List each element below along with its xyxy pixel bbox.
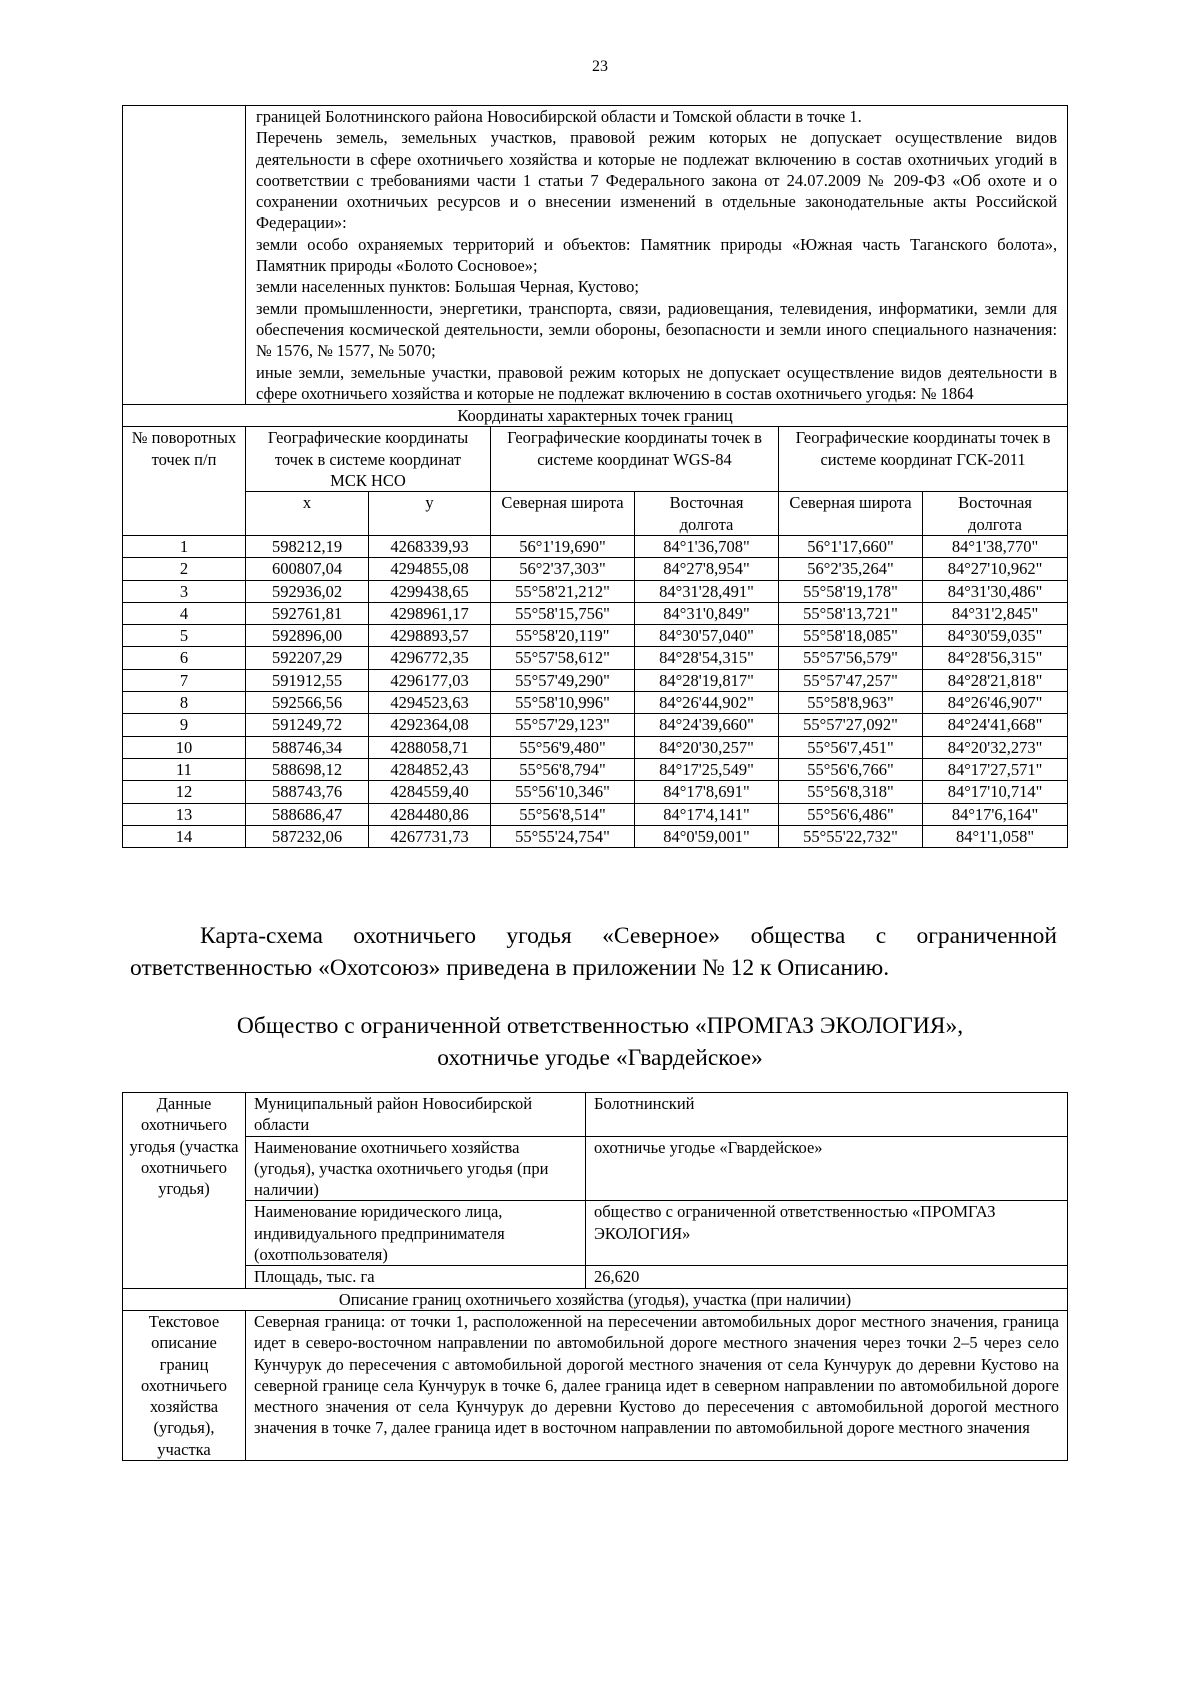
coords-title: Координаты характерных точек границ	[123, 405, 1068, 427]
wgs-lon: 84°26'44,902"	[635, 692, 779, 714]
msk-x: 588686,47	[246, 803, 369, 825]
msk-x: 592207,29	[246, 647, 369, 669]
gsk-lon: 84°1'38,770"	[923, 535, 1068, 557]
wgs-lat: 56°1'19,690"	[491, 535, 635, 557]
wgs-lon: 84°17'8,691"	[635, 781, 779, 803]
wgs-lon: 84°31'0,849"	[635, 602, 779, 624]
msk-x: 588746,34	[246, 736, 369, 758]
wgs-lat: 55°58'21,212"	[491, 580, 635, 602]
point-number: 12	[123, 781, 246, 803]
wgs-lon: 84°30'57,040"	[635, 625, 779, 647]
msk-y: 4267731,73	[369, 825, 491, 847]
msk-y: 4299438,65	[369, 580, 491, 602]
header-x: x	[246, 492, 369, 536]
msk-y: 4288058,71	[369, 736, 491, 758]
header-gsk-lat: Северная широта	[779, 492, 923, 536]
gsk-lon: 84°28'21,818"	[923, 669, 1068, 691]
wgs-lat: 55°57'29,123"	[491, 714, 635, 736]
point-number: 7	[123, 669, 246, 691]
wgs-lon: 84°17'25,549"	[635, 758, 779, 780]
row-label: Площадь, тыс. га	[246, 1266, 586, 1288]
coordinate-row	[123, 825, 1068, 847]
gsk-lon: 84°17'10,714"	[923, 781, 1068, 803]
row-value: 26,620	[586, 1266, 1068, 1288]
wgs-lat: 55°56'8,794"	[491, 758, 635, 780]
header-msk: Географические координаты точек в системе координат МСК НСО	[246, 427, 491, 492]
msk-x: 587232,06	[246, 825, 369, 847]
gsk-lat: 55°57'56,579"	[779, 647, 923, 669]
msk-x: 600807,04	[246, 558, 369, 580]
wgs-lat: 55°57'49,290"	[491, 669, 635, 691]
msk-x: 592936,02	[246, 580, 369, 602]
text-label: Текстовое описание границ охотничьего хозяйства (угодья), участка	[123, 1310, 246, 1460]
header-wgs-lon: Восточная долгота	[635, 492, 779, 536]
msk-y: 4284559,40	[369, 781, 491, 803]
gsk-lon: 84°30'59,035"	[923, 625, 1068, 647]
msk-x: 592566,56	[246, 692, 369, 714]
gsk-lon: 84°31'2,845"	[923, 602, 1068, 624]
msk-y: 4284480,86	[369, 803, 491, 825]
wgs-lon: 84°17'4,141"	[635, 803, 779, 825]
point-number: 9	[123, 714, 246, 736]
gsk-lon: 84°26'46,907"	[923, 692, 1068, 714]
header-gsk-lon: Восточная долгота	[923, 492, 1068, 536]
section-title-line2: охотничье угодье «Гвардейское»	[437, 1045, 763, 1071]
gsk-lon: 84°27'10,962"	[923, 558, 1068, 580]
boundaries-title: Описание границ охотничьего хозяйства (угодья), участка (при наличии)	[123, 1288, 1068, 1310]
paragraph: земли промышленности, энергетики, транспорта, связи, радиовещания, телевидения, информатики, земли для обеспечения космической деятельности, земли обороны, безопасности и земли иного специального назначения: № 1576, № 1577, № 5070;	[256, 298, 1058, 361]
wgs-lat: 55°58'20,119"	[491, 625, 635, 647]
hunting-ground-table	[122, 1092, 1068, 1461]
msk-y: 4284852,43	[369, 758, 491, 780]
section-title-line1: Общество с ограниченной ответственностью «ПРОМГАЗ ЭКОЛОГИЯ»,	[236, 1013, 964, 1039]
coordinate-row	[123, 714, 1068, 736]
empty-cell	[123, 106, 246, 405]
restricted-lands-text	[246, 106, 1068, 405]
point-number: 8	[123, 692, 246, 714]
msk-x: 591249,72	[246, 714, 369, 736]
msk-x: 591912,55	[246, 669, 369, 691]
header-wgs: Географические координаты точек в системе координат WGS-84	[491, 427, 779, 492]
coordinate-row	[123, 647, 1068, 669]
gsk-lat: 55°58'8,963"	[779, 692, 923, 714]
gsk-lon: 84°1'1,058"	[923, 825, 1068, 847]
row-value: охотничье угодье «Гвардейское»	[586, 1136, 1068, 1201]
wgs-lon: 84°24'39,660"	[635, 714, 779, 736]
point-number: 11	[123, 758, 246, 780]
wgs-lon: 84°31'28,491"	[635, 580, 779, 602]
point-number: 1	[123, 535, 246, 557]
point-number: 13	[123, 803, 246, 825]
coordinate-row	[123, 758, 1068, 780]
boundary-coordinates-table	[122, 105, 1068, 848]
gsk-lat: 56°2'35,264"	[779, 558, 923, 580]
point-number: 14	[123, 825, 246, 847]
gsk-lat: 55°58'19,178"	[779, 580, 923, 602]
gsk-lat: 55°58'13,721"	[779, 602, 923, 624]
msk-y: 4296772,35	[369, 647, 491, 669]
gsk-lon: 84°24'41,668"	[923, 714, 1068, 736]
wgs-lon: 84°28'19,817"	[635, 669, 779, 691]
gsk-lat: 55°57'47,257"	[779, 669, 923, 691]
coordinate-row	[123, 558, 1068, 580]
msk-x: 592761,81	[246, 602, 369, 624]
row-label: Наименование юридического лица, индивидуального предпринимателя (охотпользователя)	[246, 1201, 586, 1266]
row-label: Наименование охотничьего хозяйства (угодья), участка охотничьего угодья (при наличии)	[246, 1136, 586, 1201]
wgs-lon: 84°27'8,954"	[635, 558, 779, 580]
paragraph: Перечень земель, земельных участков, правовой режим которых не допускает осуществление видов деятельности в сфере охотничьего хозяйства и которые не подлежат включению в состав охотничьих угодий в соответствии с требованиями части 1 статьи 7 Федерального закона от 24.07.2009 № 209-ФЗ «Об охоте и о сохранении охотничьих ресурсов и о внесении изменений в отдельные законодательные акты Российской Федерации»:	[256, 128, 1058, 233]
wgs-lon: 84°28'54,315"	[635, 647, 779, 669]
row-value: Болотнинский	[586, 1093, 1068, 1137]
gsk-lat: 55°56'8,318"	[779, 781, 923, 803]
wgs-lat: 56°2'37,303"	[491, 558, 635, 580]
text-value: Северная граница: от точки 1, расположенной на пересечении автомобильных дорог местного значения, граница идет в северо-восточном направлении по автомобильной дороге местного значения через точки 2–5 через село Кунчурук до пересечения с автомобильной дорогой местного значения от села Кунчурук до деревни Кустово на северной границе села Кунчурук в точке 6, далее граница идет в северном направлении по автомобильной дороге местного значения от села Кунчурук до деревни Кустово до пересечения с автомобильной дорогой местного значения в точке 7, далее граница идет в восточном направлении по автомобильной дороге местного значения	[246, 1310, 1068, 1460]
msk-y: 4294855,08	[369, 558, 491, 580]
coordinate-row	[123, 602, 1068, 624]
wgs-lon: 84°0'59,001"	[635, 825, 779, 847]
point-number: 10	[123, 736, 246, 758]
header-gsk: Географические координаты точек в системе координат ГСК-2011	[779, 427, 1068, 492]
wgs-lat: 55°57'58,612"	[491, 647, 635, 669]
coordinate-row	[123, 781, 1068, 803]
wgs-lon: 84°1'36,708"	[635, 535, 779, 557]
paragraph: иные земли, земельные участки, правовой режим которых не допускает осуществление видов деятельности в сфере охотничьего хозяйства и которые не подлежат включению в состав охотничьего угодья: № 1864	[256, 362, 1058, 403]
wgs-lat: 55°58'10,996"	[491, 692, 635, 714]
point-number: 3	[123, 580, 246, 602]
paragraph: земли населенных пунктов: Большая Черная, Кустово;	[256, 277, 639, 297]
msk-y: 4298961,17	[369, 602, 491, 624]
gsk-lat: 55°56'6,486"	[779, 803, 923, 825]
wgs-lat: 55°56'10,346"	[491, 781, 635, 803]
point-number: 5	[123, 625, 246, 647]
msk-x: 588743,76	[246, 781, 369, 803]
row-value: общество с ограниченной ответственностью «ПРОМГАЗ ЭКОЛОГИЯ»	[586, 1201, 1068, 1266]
coordinate-row	[123, 692, 1068, 714]
msk-y: 4294523,63	[369, 692, 491, 714]
gsk-lat: 56°1'17,660"	[779, 535, 923, 557]
header-num: № поворотных точек п/п	[123, 427, 246, 535]
msk-y: 4292364,08	[369, 714, 491, 736]
page-number: 23	[592, 58, 608, 75]
wgs-lat: 55°55'24,754"	[491, 825, 635, 847]
map-note: Карта-схема охотничьего угодья «Северное» общества с ограниченной ответственностью «Охотсоюз» приведена в приложении № 12 к Описанию.	[130, 923, 1057, 981]
paragraph: границей Болотнинского района Новосибирской области и Томской области в точке 1.	[256, 107, 862, 126]
gsk-lon: 84°31'30,486"	[923, 580, 1068, 602]
msk-x: 598212,19	[246, 535, 369, 557]
paragraph: земли особо охраняемых территорий и объектов: Памятник природы «Южная часть Таганского болота», Памятник природы «Болото Сосновое»;	[256, 234, 1058, 276]
gsk-lat: 55°55'22,732"	[779, 825, 923, 847]
wgs-lat: 55°56'9,480"	[491, 736, 635, 758]
coordinate-row	[123, 580, 1068, 602]
gsk-lat: 55°57'27,092"	[779, 714, 923, 736]
msk-y: 4298893,57	[369, 625, 491, 647]
gsk-lat: 55°56'7,451"	[779, 736, 923, 758]
group-label: Данные охотничьего угодья (участка охотничьего угодья)	[123, 1093, 246, 1289]
wgs-lat: 55°58'15,756"	[491, 602, 635, 624]
header-wgs-lat: Северная широта	[491, 492, 635, 536]
point-number: 4	[123, 602, 246, 624]
point-number: 2	[123, 558, 246, 580]
coordinate-row	[123, 803, 1068, 825]
gsk-lat: 55°56'6,766"	[779, 758, 923, 780]
gsk-lat: 55°58'18,085"	[779, 625, 923, 647]
point-number: 6	[123, 647, 246, 669]
coordinate-row	[123, 535, 1068, 557]
msk-x: 588698,12	[246, 758, 369, 780]
row-label: Муниципальный район Новосибирской области	[246, 1093, 586, 1137]
coordinate-row	[123, 625, 1068, 647]
msk-y: 4268339,93	[369, 535, 491, 557]
msk-x: 592896,00	[246, 625, 369, 647]
gsk-lon: 84°17'27,571"	[923, 758, 1068, 780]
wgs-lat: 55°56'8,514"	[491, 803, 635, 825]
coordinate-row	[123, 736, 1068, 758]
coordinate-row	[123, 669, 1068, 691]
gsk-lon: 84°17'6,164"	[923, 803, 1068, 825]
msk-y: 4296177,03	[369, 669, 491, 691]
header-y: y	[369, 492, 491, 536]
wgs-lon: 84°20'30,257"	[635, 736, 779, 758]
gsk-lon: 84°20'32,273"	[923, 736, 1068, 758]
gsk-lon: 84°28'56,315"	[923, 647, 1068, 669]
